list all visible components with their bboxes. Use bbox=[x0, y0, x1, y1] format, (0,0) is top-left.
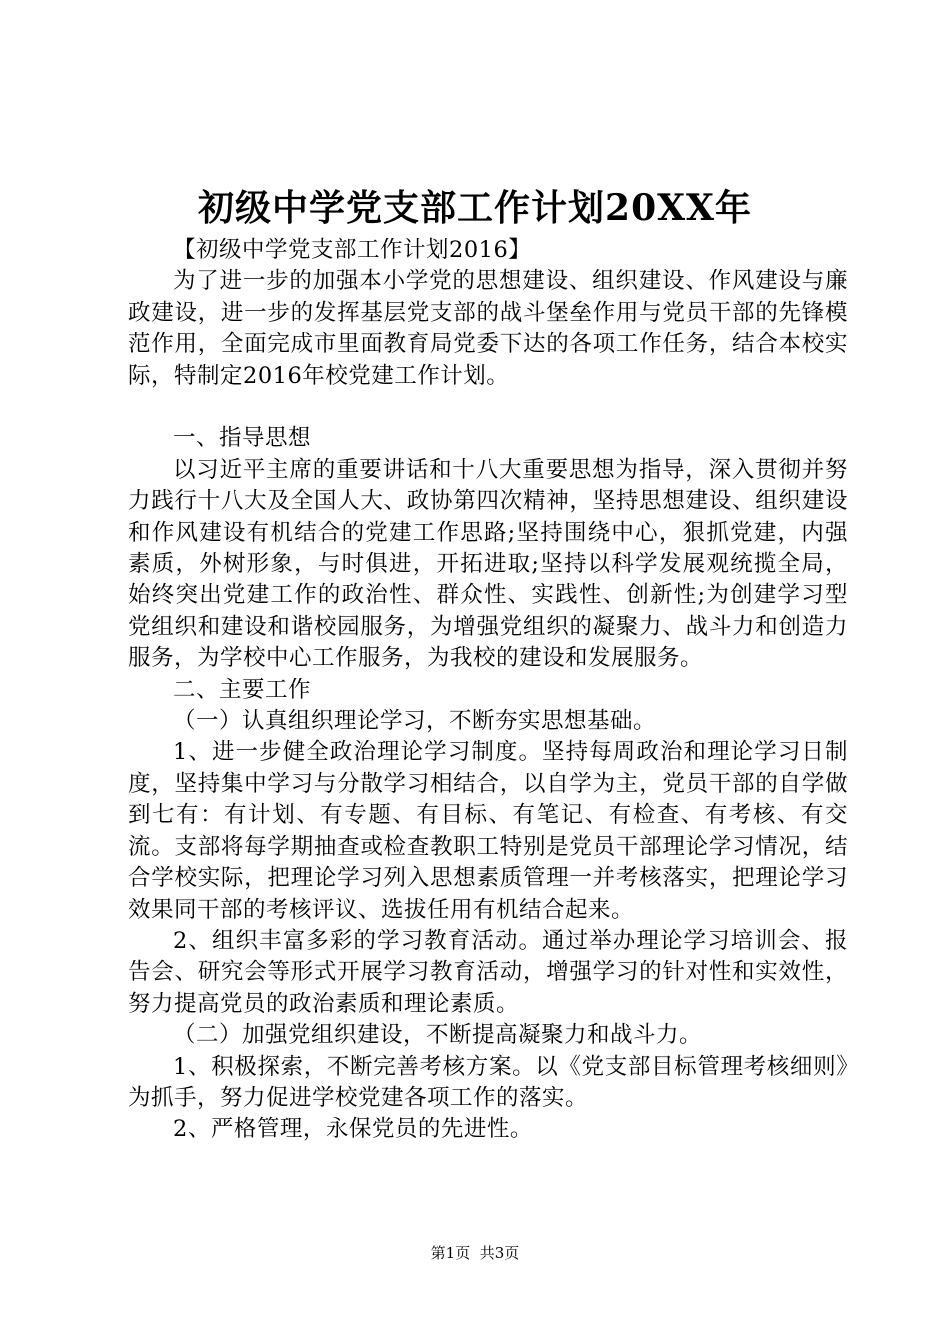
theory-study-item-2: 2、组织丰富多彩的学习教育活动。通过举办理论学习培训会、报告会、研究会等形式开展学习教育活动，增强学习的针对性和实效性，努力提高党员的政治素质和理论素质。 bbox=[128, 927, 848, 1017]
section-heading-guiding-thought: 一、指导思想 bbox=[173, 425, 312, 452]
subsection-heading-theory-study: （一）认真组织理论学习，不断夯实思想基础。 bbox=[173, 708, 657, 735]
document-body bbox=[128, 235, 848, 1146]
subtitle-paragraph: 【初级中学党支部工作计划2016】 bbox=[173, 237, 532, 263]
intro-paragraph: 为了进一步的加强本小学党的思想建设、组织建设、作风建设与廉政建设，进一步的发挥基层党支部的战斗堡垒作用与党员干部的先锋模范作用，全面完成市里面教育局党委下达的各项工作任务，结合本校实际，特制定2016年校党建工作计划。 bbox=[128, 268, 848, 389]
page-number: 第1页 bbox=[430, 1244, 471, 1262]
guiding-thought-paragraph: 以习近平主席的重要讲话和十八大重要思想为指导，深入贯彻并努力践行十八大及全国人大、政协第四次精神，坚持思想建设、组织建设和作风建设有机结合的党建工作思路;坚持围绕中心，狠抓党建，内强素质，外树形象，与时俱进，开拓进取;坚持以科学发展观统揽全局，始终突出党建工作的政治性、群众性、实践性、创新性;为创建学习型党组织和建设和谐校园服务，为增强党组织的凝聚力、战斗力和创造力服务，为学校中心工作服务，为我校的建设和发展服务。 bbox=[128, 456, 848, 672]
document-title: 初级中学党支部工作计划20XX年 bbox=[198, 187, 752, 229]
page-total: 共3页 bbox=[479, 1244, 520, 1262]
page-footer bbox=[0, 1243, 950, 1263]
party-building-item-1: 1、积极探索，不断完善考核方案。以《党支部目标管理考核细则》为抓手，努力促进学校党建各项工作的落实。 bbox=[128, 1053, 848, 1111]
section-heading-main-work: 二、主要工作 bbox=[173, 676, 312, 703]
subsection-heading-party-building: （二）加强党组织建设，不断提高凝聚力和战斗力。 bbox=[173, 1022, 703, 1049]
party-building-item-2: 2、严格管理，永保党员的先进性。 bbox=[173, 1116, 533, 1143]
theory-study-item-1: 1、进一步健全政治理论学习制度。坚持每周政治和理论学习日制度，坚持集中学习与分散学习相结合，以自学为主，党员干部的自学做到七有：有计划、有专题、有目标、有笔记、有检查、有考核、有交流。支部将每学期抽查或检查教职工特别是党员干部理论学习情况，结合学校实际，把理论学习列入思想素质管理一并考核落实，把理论学习效果同干部的考核评议、选拔任用有机结合起来。 bbox=[128, 739, 848, 923]
